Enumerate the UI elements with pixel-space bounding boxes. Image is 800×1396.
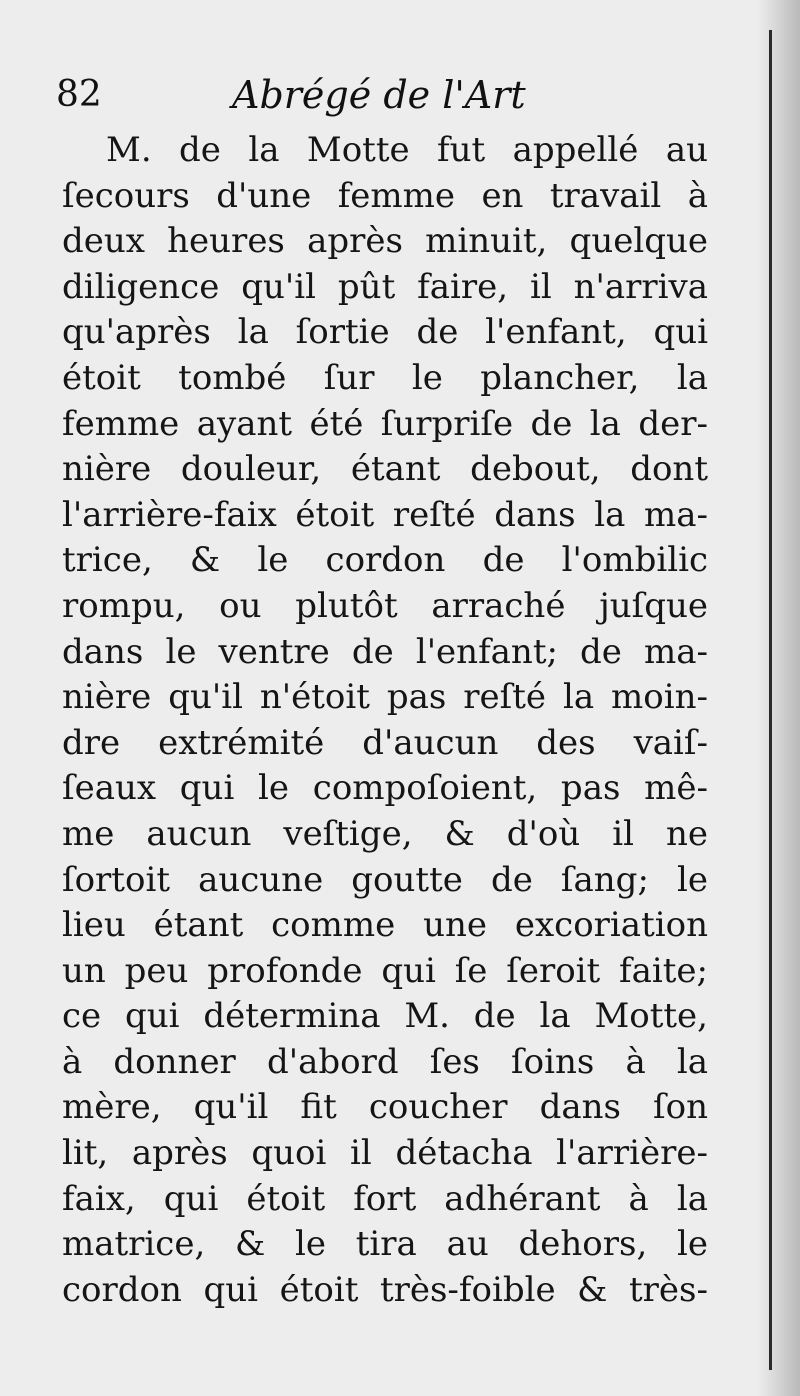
text-line: rompu, ou plutôt arraché juſque	[62, 585, 708, 626]
text-line: diligence qu'il pût faire, il n'arriva	[62, 266, 708, 307]
text-line: nière douleur, étant debout, dont	[62, 449, 708, 490]
body-text	[62, 128, 708, 1313]
text-line: l'arrière-faix étoit reſté dans la ma-	[62, 494, 708, 535]
text-line: femme ayant été ſurpriſe de la der-	[62, 403, 708, 444]
text-line: lit, après quoi il détacha l'arrière-	[62, 1133, 708, 1174]
text-line: deux heures après minuit, quelque	[62, 221, 708, 262]
page-number: 82	[56, 74, 102, 115]
text-line: trice, & le cordon de l'ombilic	[62, 540, 708, 581]
running-title: Abrégé de l'Art	[232, 73, 526, 117]
text-line: matrice, & le tira au dehors, le	[62, 1224, 708, 1265]
page-header	[56, 70, 716, 120]
text-line: ſecours d'une femme en travail à	[62, 175, 708, 216]
text-line: ſeaux qui le compoſoient, pas mê-	[62, 768, 708, 809]
text-line: nière qu'il n'étoit pas reſté la moin-	[62, 677, 708, 718]
text-line: qu'après la ſortie de l'enfant, qui	[62, 312, 708, 353]
page-edge-shadow	[758, 0, 800, 1396]
text-line: me aucun veſtige, & d'où il ne	[62, 813, 708, 854]
text-line: cordon qui étoit très-foible & très-	[62, 1269, 708, 1310]
text-line: un peu profonde qui ſe ſeroit faite;	[62, 950, 708, 991]
page-edge-line	[769, 30, 772, 1370]
text-line: mère, qu'il fit coucher dans ſon	[62, 1087, 708, 1128]
text-line: lieu étant comme une excoriation	[62, 905, 708, 946]
text-line: dre extrémité d'aucun des vaiſ-	[62, 722, 708, 763]
text-line: dans le ventre de l'enfant; de ma-	[62, 631, 708, 672]
text-line: faix, qui étoit fort adhérant à la	[62, 1178, 708, 1219]
text-line: M. de la Motte fut appellé au	[106, 130, 708, 170]
text-line: à donner d'abord ſes ſoins à la	[62, 1041, 708, 1082]
text-line: ſortoit aucune goutte de ſang; le	[62, 859, 708, 900]
text-line: ce qui détermina M. de la Motte,	[62, 996, 708, 1037]
text-line: étoit tombé ſur le plancher, la	[62, 357, 708, 398]
